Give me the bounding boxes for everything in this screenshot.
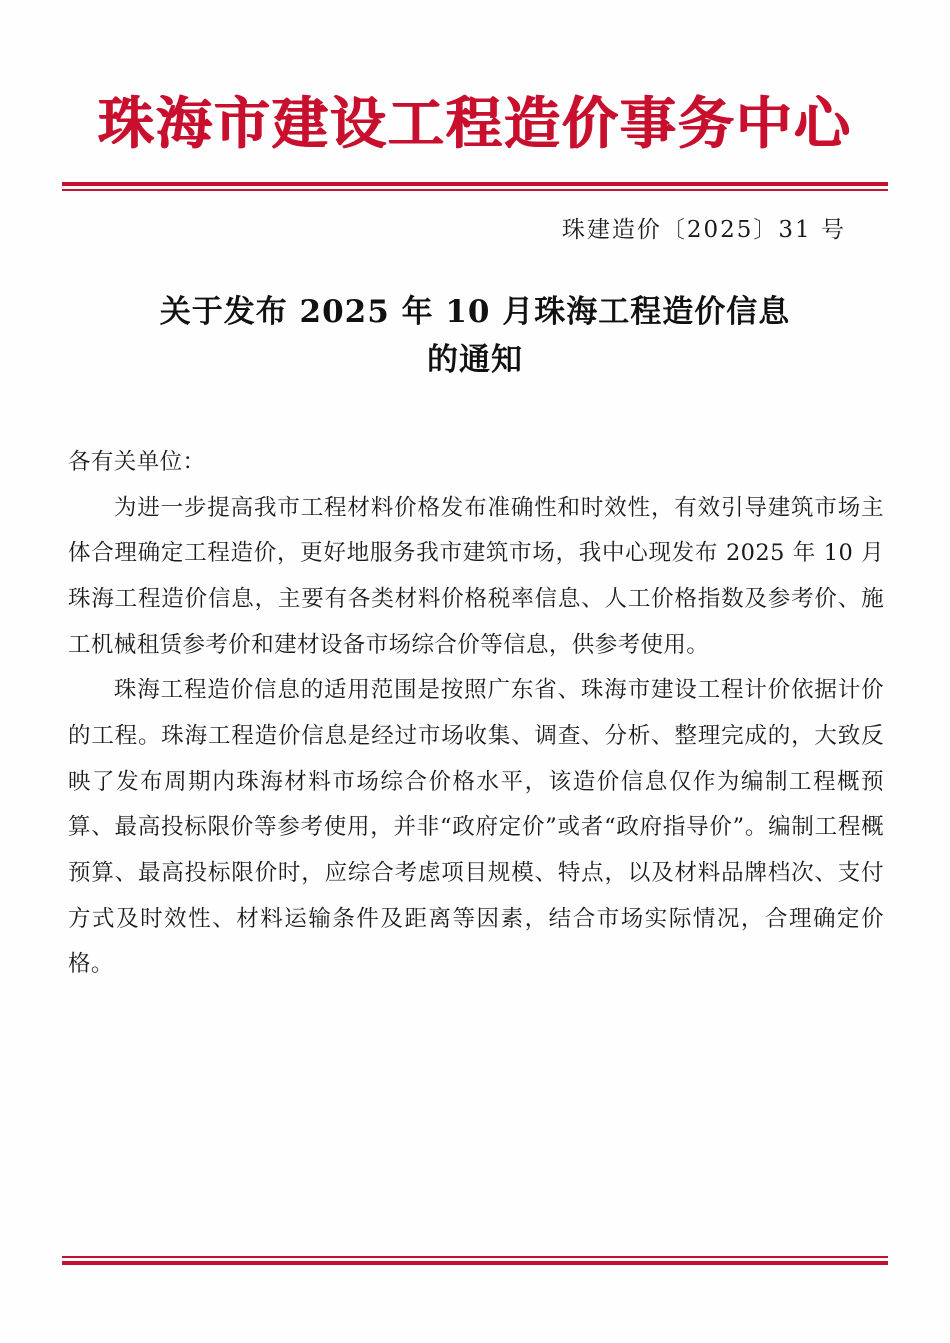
body-paragraph-2: 珠海工程造价信息的适用范围是按照广东省、珠海市建设工程计价依据计价的工程。珠海工程造价信息是经过市场收集、调查、分析、整理完成的，大致反映了发布周期内珠海材料市场综合价格水平，该造价信息仅作为编制工程概预算、最高投标限价等参考使用，并非“政府定价”或者“政府指导价”。编制工程概预算、最高投标限价时，应综合考虑项目规模、特点，以及材料品牌档次、支付方式及时效性、材料运输条件及距离等因素，结合市场实际情况，合理确定价格。 [68, 677, 884, 978]
body-paragraph-1: 为进一步提高我市工程材料价格发布准确性和时效性，有效引导建筑市场主体合理确定工程造价，更好地服务我市建筑市场，我中心现发布 2025 年 10 月珠海工程造价信息，主要有各类材料价格税率信息、人工价格指数及参考价、施工机械租赁参考价和建材设备市场综合价等信息，供参考使用。 [68, 494, 884, 658]
footer-divider [62, 1256, 888, 1265]
document-body [62, 440, 888, 988]
footer-divider-thick-line [62, 1261, 888, 1265]
page-title-line-2: 的通知 [427, 342, 523, 379]
header-divider-thin-line [62, 189, 888, 191]
letterhead [62, 0, 888, 191]
salutation: 各有关单位： [68, 449, 206, 476]
document-number: 珠建造价〔2025〕31 号 [561, 216, 846, 243]
header-divider [62, 182, 888, 191]
footer-divider-thin-line [62, 1256, 888, 1258]
page-title [62, 288, 888, 384]
organization-title: 珠海市建设工程造价事务中心 [98, 91, 852, 157]
page-title-line-1: 关于发布 2025 年 10 月珠海工程造价信息 [159, 293, 791, 330]
